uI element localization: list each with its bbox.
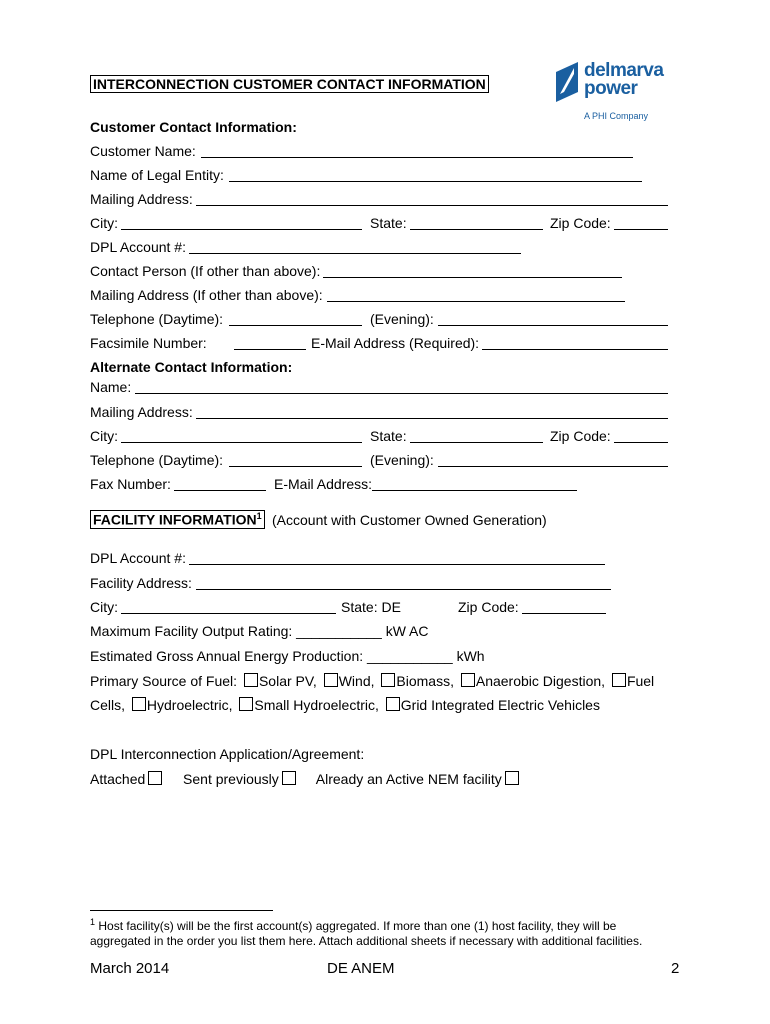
fuel-cells-label: Fuel	[626, 673, 655, 689]
sent-previously-label: Sent previously	[183, 771, 279, 787]
alt-fax-field[interactable]	[174, 490, 266, 491]
legal-entity-label: Name of Legal Entity:	[90, 167, 224, 183]
email-required-field[interactable]	[482, 349, 668, 350]
tel-day-field[interactable]	[229, 325, 362, 326]
facility-account-label: DPL Account #:	[90, 550, 186, 566]
anaerobic-label: Anaerobic Digestion,	[475, 673, 606, 689]
tel-evening-label: (Evening):	[370, 311, 434, 327]
facility-city-field[interactable]	[121, 613, 336, 614]
state-label: State:	[370, 215, 407, 231]
footnote-divider	[90, 910, 273, 911]
fuel-label: Primary Source of Fuel:	[90, 673, 238, 689]
footnote-number: 1	[90, 917, 96, 927]
alt-tel-evening-field[interactable]	[438, 466, 668, 467]
legal-entity-field[interactable]	[229, 181, 642, 182]
facility-account-field[interactable]	[189, 564, 605, 565]
fuel-cells-checkbox[interactable]	[612, 673, 626, 687]
logo-tagline: A PHI Company	[584, 111, 649, 121]
footer-date: March 2014	[90, 960, 170, 977]
state-field[interactable]	[410, 229, 543, 230]
alt-state-field[interactable]	[410, 442, 543, 443]
alt-tel-evening-label: (Evening):	[370, 452, 434, 468]
alt-state-label: State:	[370, 428, 407, 444]
tel-evening-field[interactable]	[438, 325, 668, 326]
footnote-text1: Host facility(s) will be the first account(s) aggregated. If more than one (1) host facility, they will be	[98, 919, 617, 933]
contact-person-label: Contact Person (If other than above):	[90, 263, 321, 279]
alt-zip-field[interactable]	[614, 442, 668, 443]
wind-label: Wind,	[338, 673, 375, 689]
grid-ev-label: Grid Integrated Electric Vehicles	[400, 697, 600, 713]
facility-section-heading	[90, 510, 265, 529]
fax-label: Facsimile Number:	[90, 335, 207, 351]
fuel-cells-cont: Cells,	[90, 697, 126, 713]
alt-city-label: City:	[90, 428, 118, 444]
facility-address-field[interactable]	[196, 589, 611, 590]
wind-checkbox[interactable]	[324, 673, 338, 687]
hydro-label: Hydroelectric,	[146, 697, 233, 713]
customer-section-heading: Customer Contact Information:	[90, 119, 297, 135]
active-nem-checkbox[interactable]	[505, 771, 519, 785]
facility-note: (Account with Customer Owned Generation)	[272, 512, 547, 528]
biomass-label: Biomass,	[396, 673, 454, 689]
city-field[interactable]	[121, 229, 362, 230]
alt-name-label: Name:	[90, 379, 132, 395]
alt-mailing-label: Mailing Address:	[90, 404, 193, 420]
anaerobic-checkbox[interactable]	[461, 673, 475, 687]
customer-name-label: Customer Name:	[90, 143, 196, 159]
footnote-line1	[90, 917, 616, 933]
alt-fax-label: Fax Number:	[90, 476, 171, 492]
dpl-account-label: DPL Account #:	[90, 239, 186, 255]
gross-energy-label: Estimated Gross Annual Energy Production: ___________ kWh	[90, 648, 485, 664]
facility-zip-label: Zip Code:	[458, 599, 519, 615]
zip-field[interactable]	[614, 229, 668, 230]
delmarva-mark-icon	[556, 62, 580, 102]
footer-doc: DE ANEM	[327, 960, 395, 977]
alt-mailing-field[interactable]	[196, 418, 668, 419]
agreement-options	[90, 771, 520, 787]
alt-tel-day-field[interactable]	[229, 466, 362, 467]
city-label: City:	[90, 215, 118, 231]
hydro-checkbox[interactable]	[132, 697, 146, 711]
facility-state-label: State: DE	[341, 599, 401, 615]
mailing-address-field[interactable]	[196, 205, 668, 206]
alt-name-field[interactable]	[135, 393, 668, 394]
small-hydro-label: Small Hydroelectric,	[254, 697, 379, 713]
agreement-label: DPL Interconnection Application/Agreement:	[90, 746, 365, 762]
footnote-text2: aggregated in the order you list them here. Attach additional sheets if necessary with additional facilities.	[90, 934, 643, 948]
fuel-row-1	[90, 673, 654, 689]
contact-person-field[interactable]	[323, 277, 622, 278]
solar-pv-checkbox[interactable]	[244, 673, 258, 687]
zip-label: Zip Code:	[550, 215, 611, 231]
fuel-row-2	[90, 697, 600, 713]
grid-ev-checkbox[interactable]	[386, 697, 400, 711]
alt-zip-label: Zip Code:	[550, 428, 611, 444]
mailing-address-label: Mailing Address:	[90, 191, 193, 207]
alternate-section-heading: Alternate Contact Information:	[90, 359, 293, 375]
alt-city-field[interactable]	[121, 442, 362, 443]
logo-line1: delmarva	[584, 60, 664, 81]
footnote-ref: 1	[256, 511, 262, 521]
facility-heading-text: FACILITY INFORMATION	[93, 511, 257, 528]
alt-email-field[interactable]	[372, 490, 577, 491]
biomass-checkbox[interactable]	[381, 673, 395, 687]
email-required-label: E-Mail Address (Required):	[311, 335, 480, 351]
customer-name-field[interactable]	[201, 157, 633, 158]
alt-email-label: E-Mail Address:	[274, 476, 373, 492]
attached-checkbox[interactable]	[148, 771, 162, 785]
mailing-other-label: Mailing Address (If other than above):	[90, 287, 323, 303]
footer-page-number: 2	[671, 960, 680, 977]
page-title: INTERCONNECTION CUSTOMER CONTACT INFORMATION	[90, 75, 489, 93]
tel-day-label: Telephone (Daytime):	[90, 311, 224, 327]
max-output-label: Maximum Facility Output Rating: ___________ kW AC	[90, 623, 429, 639]
logo-line2: power	[584, 78, 638, 99]
alt-tel-day-label: Telephone (Daytime):	[90, 452, 224, 468]
attached-label: Attached	[90, 771, 146, 787]
solar-pv-label: Solar PV,	[258, 673, 317, 689]
facility-city-label: City:	[90, 599, 118, 615]
facility-zip-field[interactable]	[522, 613, 606, 614]
facility-address-label: Facility Address:	[90, 575, 192, 591]
small-hydro-checkbox[interactable]	[239, 697, 253, 711]
mailing-other-field[interactable]	[327, 301, 625, 302]
active-nem-label: Already an Active NEM facility	[315, 771, 502, 787]
dpl-account-field[interactable]	[189, 253, 521, 254]
fax-field[interactable]	[234, 349, 306, 350]
sent-previously-checkbox[interactable]	[282, 771, 296, 785]
